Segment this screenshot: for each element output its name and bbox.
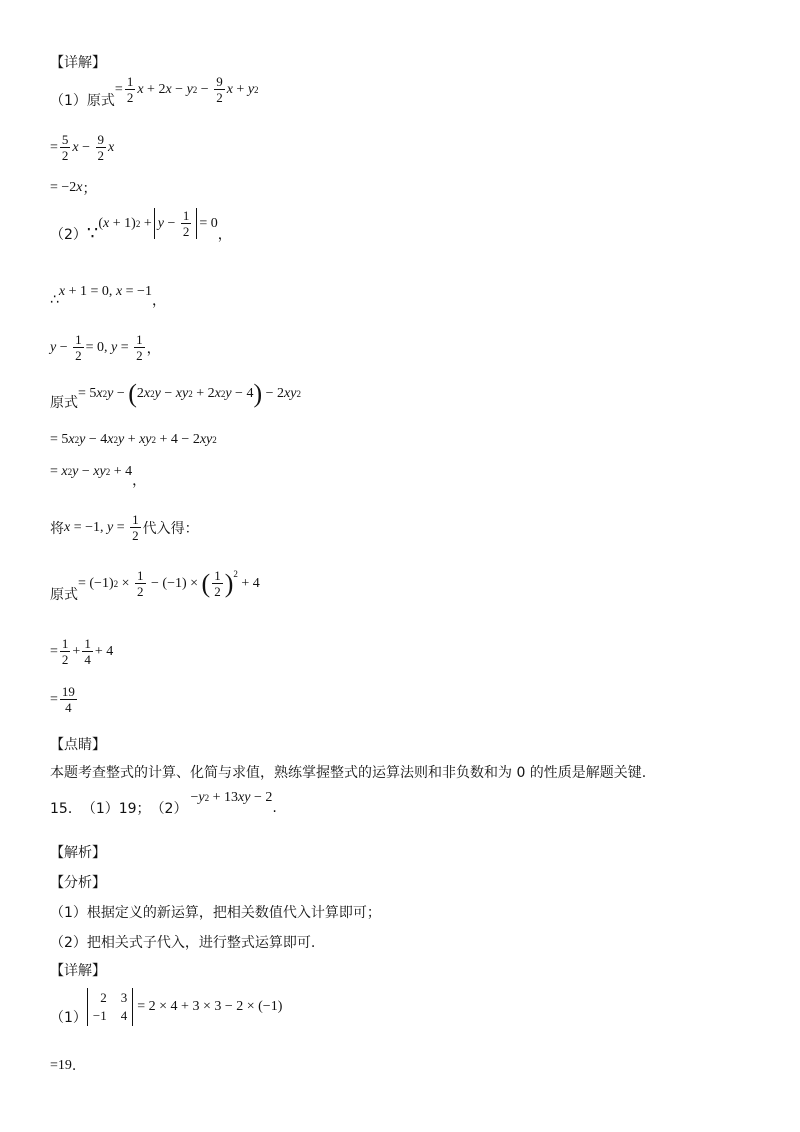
part2-solve-y: y − $\frac{1}{2}$ = 0, y = $\frac{1}{2}$ ， <box>50 332 161 363</box>
part2-step-1: = 5 x 2 y − 4 x 2 y + xy 2 + 4 − 2 xy 2 <box>50 432 217 447</box>
part1-original-expression: （1）原式 = $\frac{1}{2}$ x + 2 x − y 2 − $\frac{9}{2}$ x + y 2 <box>50 74 259 109</box>
determinant-matrix: 2 3 −1 4 <box>87 988 133 1026</box>
q15-part1-result: =19 . <box>50 1058 77 1074</box>
therefore-symbol: ∴ <box>50 292 59 308</box>
heading-analysis-sub: 【分析】 <box>50 875 106 891</box>
part2-label: （2） <box>50 226 87 243</box>
heading-comment: 【点睛】 <box>50 737 106 753</box>
determinant-computation: （1） 2 3 −1 4 = 2 × 4 + 3 × 3 − 2 × (−1) <box>50 990 283 1026</box>
heading-detail-2: 【详解】 <box>50 963 106 979</box>
comment-text: 本题考查整式的计算、化简与求值，熟练掌握整式的运算法则和非负数和为 0 的性质是解题关键. <box>50 765 647 781</box>
heading-detail: 【详解】 <box>50 55 106 71</box>
analysis-point-2: （2）把相关式子代入，进行整式运算即可. <box>50 935 316 951</box>
part1-label: （1）原式 <box>50 92 115 109</box>
substitution-line: 将 x = −1, y = $\frac{1}{2}$ 代入得： <box>50 512 199 543</box>
evaluation-step: = $\frac{1}{2}$ + $\frac{1}{4}$ + 4 <box>50 636 114 667</box>
part1-step-1: = $\frac{5}{2}$ x − $\frac{9}{2}$ x <box>50 132 115 163</box>
because-symbol: ∵ <box>86 223 99 244</box>
q15-answer: 15． （1）19； （2） − y 2 + 13 xy − 2 . <box>50 790 277 817</box>
part2-given-condition: （2） ∵ ( x + 1) 2 + y − $\frac{1}{2}$ = 0 ， <box>50 208 232 244</box>
evaluation-result: = $\frac{19}{4}$ <box>50 684 75 715</box>
substituted-expression: 原式 = (−1) 2 × $\frac{1}{2}$ − (−1) × ( $\frac{1}{2}$ ) 2 + 4 <box>50 568 260 603</box>
part1-result: = −2 x ； <box>50 180 97 197</box>
part2-original-expression: 原式 = 5 x 2 y − ( 2 x 2 y − xy 2 + 2 x 2 y − 4 ) − 2 xy 2 <box>50 379 301 411</box>
part2-step-2: = x 2 y − xy 2 + 4 ， <box>50 464 147 489</box>
heading-analysis: 【解析】 <box>50 845 106 861</box>
part2-solve-x: ∴ x + 1 = 0, x = −1 ， <box>50 284 166 309</box>
analysis-point-1: （1）根据定义的新运算，把相关数值代入计算即可； <box>50 905 381 921</box>
